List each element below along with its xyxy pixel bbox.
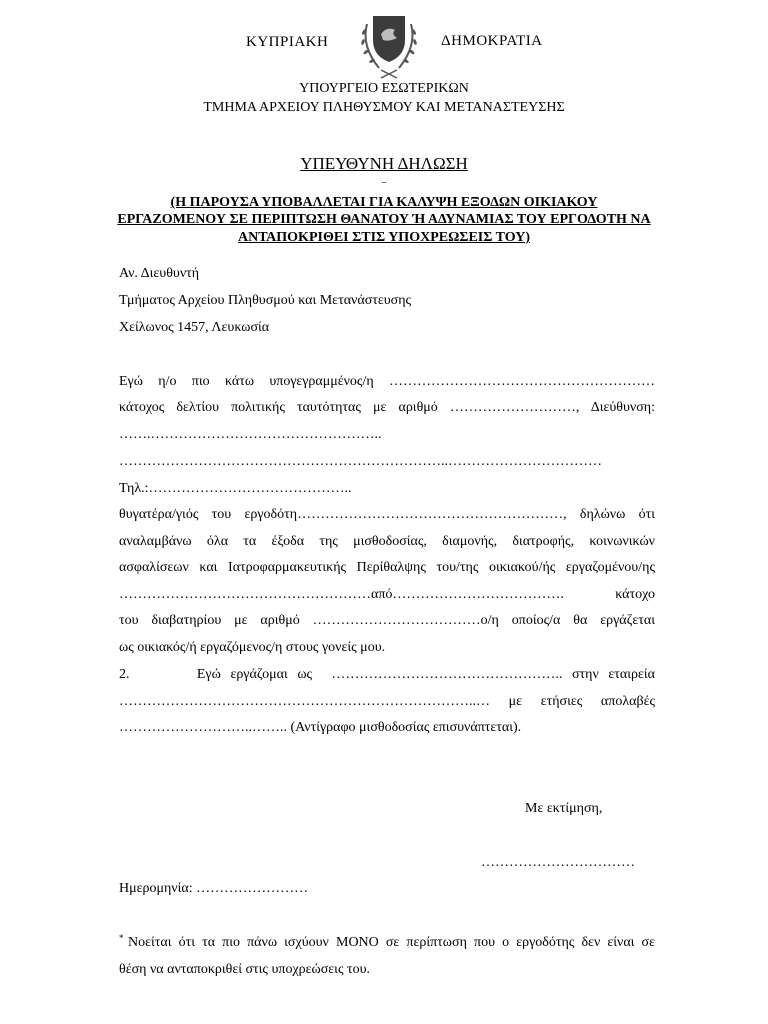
address-line: Τμήματος Αρχείου Πληθυσμού και Μετανάστευσης xyxy=(119,293,412,308)
body-line: ………………………..…….. (Αντίγραφο μισθοδοσίας επισυνάπτεται). xyxy=(119,720,522,735)
closing-text: Με εκτίμηση, xyxy=(525,801,603,816)
ministry-name: ΥΠΟΥΡΓΕΙΟ ΕΣΩΤΕΡΙΚΩΝ xyxy=(299,81,469,96)
body-line: ………………………………………………από………………………………. κάτοχο xyxy=(119,587,655,602)
address-line: Χείλωνος 1457, Λευκωσία xyxy=(119,320,270,335)
subtitle-line-3: ΑΝΤΑΠΟΚΡΙΘΕΙ ΣΤΙΣ ΥΠΟΧΡΕΩΣΕΙΣ ΤΟΥ) xyxy=(237,230,531,245)
signature-line: …………………………… xyxy=(481,855,635,870)
page-title: ΥΠΕΥΘΥΝΗ ΔΗΛΩΣΗ xyxy=(300,154,468,173)
body-line: ……………………………………………………………..…………………………… xyxy=(119,454,602,469)
footnote-line: θέση να ανταποκριθεί στις υποχρεώσεις του. xyxy=(119,962,371,977)
body-line: …….………………………………………….. xyxy=(119,427,382,442)
date-line: Ημερομηνία: …………………… xyxy=(119,881,309,896)
address-line: Αν. Διευθυντή xyxy=(119,266,200,281)
body-line: αναλαμβάνω όλα τα έξοδα της μισθοδοσίας, διαμονής, διατροφής, κοινωνικών xyxy=(119,534,655,549)
body-line: του διαβατηρίου με αριθμό ………………………………ο/η οποίος/α θα εργάζεται xyxy=(119,613,655,628)
body-line: 2. Εγώ εργάζομαι ως ………………………………………….. στην εταιρεία xyxy=(119,667,655,682)
body-line: Τηλ.:…………………………………….. xyxy=(119,481,352,496)
subtitle-line-1: (Η ΠΑΡΟΥΣΑ ΥΠΟΒΑΛΛΕΤΑΙ ΓΙΑ ΚΑΛΥΨΗ ΕΞΟΔΩΝ ΟΙΚΙΑΚΟΥ xyxy=(170,195,598,210)
footnote-mark: * xyxy=(119,933,124,943)
department-name: ΤΜΗΜΑ ΑΡΧΕΙΟΥ ΠΛΗΘΥΣΜΟΥ ΚΑΙ ΜΕΤΑΝΑΣΤΕΥΣΗΣ xyxy=(203,100,565,115)
subtitle-line-2: ΕΡΓΑΖΟΜΕΝΟΥ ΣΕ ΠΕΡΙΠΤΩΣΗ ΘΑΝΑΤΟΥ Ή ΑΔΥΝΑΜΙΑΣ ΤΟΥ ΕΡΓΟΔΟΤΗ ΝΑ xyxy=(117,212,651,227)
body-line: ασφαλίσεων και Ιατροφαρμακευτικής Περίθαλψης του/της οικιακού/ής εργαζομένου/ης xyxy=(119,560,655,575)
body-line: ως οικιακός/ή εργαζόμενος/η στους γονείς μου. xyxy=(119,640,386,655)
header-right-word: ΔΗΜΟΚΡΑΤΙΑ xyxy=(441,33,543,49)
body-line: Εγώ η/ο πιο κάτω υπογεγραμμένος/η ………………………………………………… xyxy=(119,374,655,389)
body-line: …………………………………………………………………..… με ετήσιες απολαβές xyxy=(119,694,655,709)
body-line: θυγατέρα/γιός του εργοδότη…………………………………………………, δηλώνω ότι xyxy=(119,507,655,522)
header-left-word: ΚΥΠΡΙΑΚΗ xyxy=(246,34,329,50)
footnote-line: Νοείται ότι τα πιο πάνω ισχύουν ΜΟΝΟ σε περίπτωση που ο εργοδότης δεν είναι σε xyxy=(128,935,655,950)
coat-of-arms-icon xyxy=(357,12,421,80)
title-mark: – xyxy=(381,177,387,188)
body-line: κάτοχος δελτίου πολιτικής ταυτότητας με αριθμό ………………………, Διεύθυνση: xyxy=(119,400,655,415)
